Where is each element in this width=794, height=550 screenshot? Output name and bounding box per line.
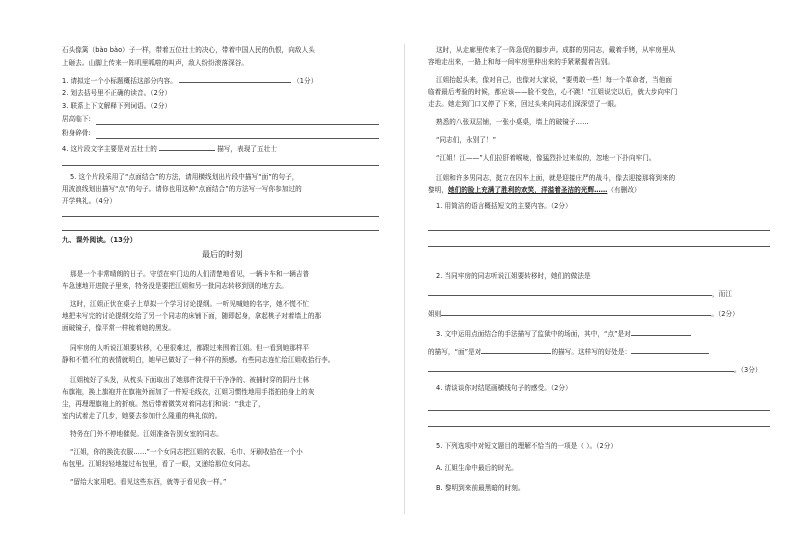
article-title: 最后的时刻 [202,250,243,259]
option-a[interactable]: A. 江姐生命中最后的时光。 [436,464,518,472]
right-question-2-score: 。（2分） [711,310,739,318]
section-heading: 九、课外阅读。（13分） [62,236,137,244]
question-3: 3. 联系上下文解释下列词语。（2分） [62,102,172,110]
article-p8-line-1: 这时，从走廊里传来了一阵急促的脚步声。成群的男同志，戴着手铐，从牢房里从 [436,46,676,54]
answer-blank[interactable] [481,346,551,354]
right-question-2-line-2 [428,288,732,299]
article-p13-text: 黎明， [428,186,448,194]
right-question-2: 2. 当同牢房的同志听说江姐要转移时，她们的做法是 [436,272,591,280]
question-4 [62,143,277,154]
right-question-3 [436,328,691,339]
article-p12: “江姐！江——”人们拉肝着喉咙，像猛烈扑过来似的，忽地一下扑向牢门。 [436,154,656,162]
article-p8-line-2: 容地走出来，一路上和每一间牢房里伸出来的手紧紧握着告别。 [428,58,615,66]
article-p10: 熟悉的八张双层铺，一张小桌桌，墙上的破镜子…… [436,118,589,126]
passage-top-line-1: 石头像篱（bào bào）子一样，带着五位壮士的决心，带着中国人民的仇恨，向敌人头 [62,46,315,54]
answer-blank[interactable] [441,308,711,316]
article-p4-line-1: 江姐梳好了头发，从枕头下面取出了她那件洗得干干净净的、被捕时穿的阴丹士林 [70,376,310,384]
article-p6-line-2: 布包里。江姐轻轻地接过布包里，看了一眼，又递给那位女同志。 [62,460,255,468]
answer-line[interactable] [428,410,770,411]
question-3-term-a: 居高临下: [62,115,91,123]
answer-line[interactable] [62,216,379,217]
article-p13-line-1: 江姐和许多男同志，挺立在囚车上面，就是迎接庄严的战斗，像去迎接那将到来的 [436,174,676,182]
article-p3-line-2: 静和不慌不忙的表情就明白，她早已做好了一种不祥的预感。有些同志连忙给江姐收拾行李。 [62,356,335,364]
article-p9-line-2: 临着最后考验的时候，都应该——脸不变色，心不跳！”江姐说完以后，就大步向牢门 [428,88,678,96]
underlined-ending-sentence: 她们的脸上充满了胜利的欢笑，洋溢着圣洁的光辉…… [447,186,608,194]
right-question-3-text-b: 的描写，“面”是对 [428,348,482,356]
article-p11: “同志们，永别了！” [436,136,497,144]
right-question-3-score: 。（3分） [734,366,762,374]
article-p2-line-2: 地把未写完的讨论提纲交给了另一个同志的床铺下面，随即起身，拿起桃子对着墙上的那 [62,312,322,320]
answer-line[interactable] [96,124,379,125]
question-2: 2. 划去括号里不正确的读音。（2分） [62,89,172,97]
answer-blank[interactable] [159,143,215,151]
answer-line[interactable] [96,138,379,139]
right-question-4: 4. 请谈谈你对结尾画横线句子的感受。（2分） [436,384,572,392]
question-5-line-2: 用波浪线划出描写“点”的句子。请你也用这种“点面结合”的方法写一写你参加过的 [62,185,302,193]
article-p4-line-2: 布旗袍，换上旗袍并在旗袍外面加了一件短毛线衣，江姐习惯性地用手指拍拍身上的灰 [62,388,315,396]
answer-line[interactable] [428,246,770,247]
question-5-line-3: 开学典礼。（4分） [62,197,117,205]
answer-blank[interactable] [428,288,712,296]
right-question-3-text-a: 3. 文中运用点面结合的手法描写了监狱中的场面，其中，“点”是对 [436,330,631,338]
answer-line[interactable] [428,426,770,427]
answer-blank[interactable] [179,75,291,83]
article-p7: “留给大家用吧。看见这些东西，就等于看见我一样。” [70,478,227,486]
question-1 [62,75,317,86]
question-4-text-a: 4. 这片段文字主要是对五壮士的 [62,145,157,153]
answer-line[interactable] [62,230,379,231]
right-question-3-line-2 [428,346,709,357]
answer-line[interactable] [62,165,379,166]
source-note: （有删改） [607,186,641,194]
article-p4-line-4: 室内试着走了几步，她要去参加什么隆重的典礼似的。 [62,412,222,420]
right-question-2-text-c: 姐则 [428,310,442,318]
question-1-score: （1分） [293,77,318,85]
article-p1-line-2: 车急速地开进院子里来，特务没是要把江姐和另一批同志转移到别的地方去。 [62,282,288,290]
question-4-text-b: 描写，表现了五壮士 [217,145,278,153]
column-divider [404,44,405,514]
article-p6-line-1: “江姐，你的换洗衣服……”一个女同志把江姐的衣服、毛巾、牙刷收拾在一个小 [70,448,303,456]
article-p13-line-2 [428,186,641,195]
article-p9-line-3: 走去。她走到门口又停了下来，回过头来向同志们深深望了一眼。 [428,100,621,108]
right-question-3-text-c: 的描写。这样写的好处是： [551,348,632,356]
question-3-term-b: 粉身碎骨: [62,129,91,137]
article-p3-line-1: 同牢房的人听说江姐要转移，心里很难过，都跟过来围着江姐。但一看到她那样平 [70,344,310,352]
question-1-text: 1. 请拟定一个小标题概括这部分内容。 [62,77,177,85]
article-p1-line-1: 那是一个非常晴朗的日子。守望在牢门边的人们清楚地看见，一辆卡车和一辆吉普 [70,270,310,278]
article-p2-line-1: 这时，江姐正伏在桌子上草拟一个学习讨论提纲。一听见喊她的名字，她不慌不忙 [70,300,310,308]
right-question-1: 1. 用简洁的语言概括短文的主要内容。（2分） [436,202,572,210]
answer-blank[interactable] [631,328,691,336]
answer-line[interactable] [428,230,770,231]
article-p9-line-1: 江姐抬起头来，像对自己，也像对大家说，“要勇敢一些！每一个革命者，当他面 [436,76,672,84]
article-p4-line-3: 尘，再理理旗袍上的折痕。然后带着微笑对着同志们和说：“我走了， [62,400,265,408]
option-b[interactable]: B. 黎明到来前最黑暗的时刻。 [436,484,525,492]
question-5-line-1: 5. 这个片段采用了“点面结合”的方法，请用横线划出片段中描写“面”的句子， [70,173,299,181]
passage-top-line-2: 上砸去。山脚上传来一阵叽里呱啦的叫声，敌人纷纷滚落深谷。 [62,59,249,67]
article-p2-line-3: 面破镜子，像平常一样梳着她的黑发。 [62,324,175,332]
right-question-3-line-3 [428,364,762,375]
right-question-2-text-b: ，而江 [712,290,732,298]
answer-blank[interactable] [631,346,709,354]
answer-blank[interactable] [428,364,734,372]
article-p5: 特务在门外不停地催促。江姐准备告别女室的同志。 [70,430,223,438]
right-question-5: 5. 下列选项中对短文题目的理解不恰当的一项是（ ）。（2分） [436,442,618,450]
right-question-2-line-3 [428,308,739,319]
